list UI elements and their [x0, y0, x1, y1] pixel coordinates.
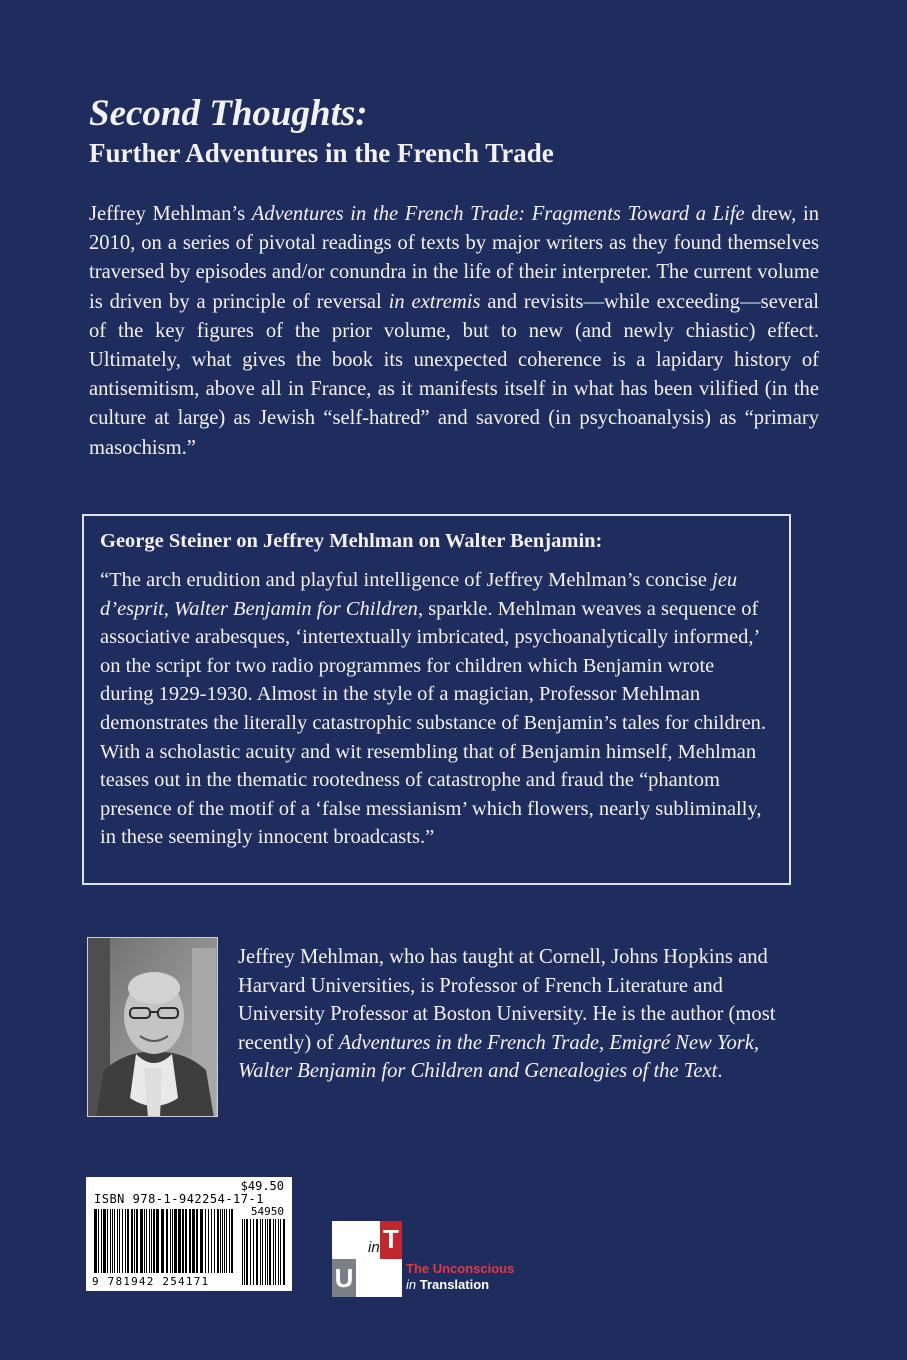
publisher-name-in: in: [406, 1277, 417, 1292]
author-bio: [238, 943, 798, 1086]
publisher-name-line-1: The Unconscious: [406, 1261, 515, 1276]
review-box: [82, 514, 791, 885]
blurb-part-2: drew, in 2010, on a series of pivotal readings of texts by major writers as they found themselves traversed by episodes and/or conundra in the life of their interpreter. The current volume is driven by a principle of reversal: [89, 203, 819, 313]
book-description: [89, 200, 819, 463]
publisher-logo: [332, 1221, 532, 1297]
review-heading: George Steiner on Jeffrey Mehlman on Walter Benjamin:: [100, 530, 603, 552]
book-title: Second Thoughts:: [89, 93, 368, 134]
logo-in-cell: [332, 1221, 380, 1259]
blurb-book-title: Adventures in the French Trade: Fragments Toward a Life: [251, 203, 745, 225]
logo-in-text: in: [368, 1239, 380, 1256]
price-code-label: 54950: [250, 1205, 284, 1218]
quote-part-2: , sparkle. Mehlman weaves a sequence of associative arabesques, ‘intertextually imbricated, psychoanalytically informed,’ on the script for two radio programmes for children which Benjamin wrote during 1929-1930. Almost in the style of a magician, Professor Mehlman demonstrates the literally catastrophic substance of Benjamin’s tales for children. With a scholastic acuity and wit resembling that of Benjamin himself, Mehlman teases out in the thematic rootedness of catastrophe and fraud the “phantom presence of the motif of a ‘false messianism’ which flowers, nearly subliminally, in these seemingly innocent broadcasts.”: [100, 597, 767, 849]
logo-u-cell: U: [332, 1259, 356, 1297]
publisher-name-translation: Translation: [416, 1277, 490, 1292]
blurb-in-extremis: in extremis: [388, 290, 481, 313]
quote-italic: jeu d’esprit, Walter Benjamin for Children: [100, 569, 738, 620]
blurb-part-3: and revisits—while exceeding—several of the key figures of the prior volume, but to new (and newly chiastic) effect. Ultimately, what gives the book its unexpected coherence is a lapidary history of antisemitism, above all in France, as it manifests itself in what has been vilified (in the culture at large) as Jewish “self-hatred” and savored (in psychoanalysis) as “primary masochism.”: [89, 290, 819, 459]
author-portrait-image: [88, 938, 218, 1117]
isbn-digits: 9 781942 254171: [92, 1275, 210, 1288]
author-photo: [87, 937, 218, 1117]
bio-book-titles: Adventures in the French Trade, Emigré New York, Walter Benjamin for Children and Genealogies of the Text: [238, 1031, 760, 1083]
isbn-barcode: [86, 1177, 292, 1291]
book-subtitle: Further Adventures in the French Trade: [89, 138, 554, 168]
quote-part-1: “The arch erudition and playful intelligence of Jeffrey Mehlman’s concise: [100, 569, 713, 591]
blurb-part-1: Jeffrey Mehlman’s: [89, 203, 252, 225]
barcode-bars-icon: [86, 1177, 292, 1291]
isbn-label: ISBN 978-1-942254-17-1: [94, 1192, 264, 1206]
review-quote: [100, 566, 772, 852]
publisher-name-line-2: [406, 1277, 489, 1292]
bio-part-2: .: [717, 1060, 723, 1083]
bio-part-1: Jeffrey Mehlman, who has taught at Cornell, Johns Hopkins and Harvard Universities, is Professor of French Literature and University Professor at Boston University. He is the author (most recently) of: [238, 946, 776, 1054]
logo-t-cell: T: [380, 1221, 402, 1259]
logo-mark: [332, 1221, 402, 1297]
price-label: $49.50: [240, 1179, 284, 1193]
title-block: [89, 92, 809, 170]
